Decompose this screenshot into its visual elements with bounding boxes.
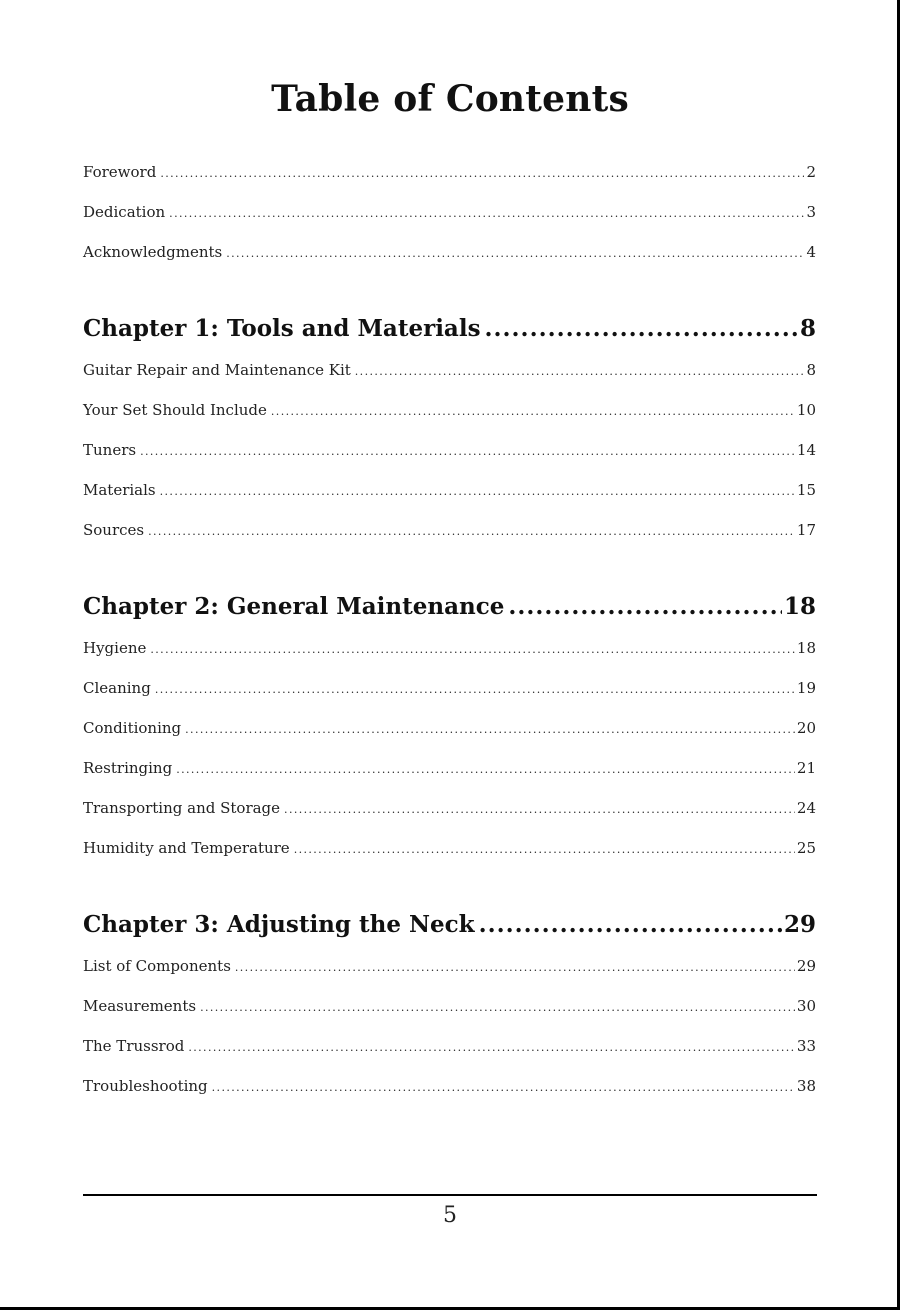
toc-entry-page: 14: [796, 441, 816, 459]
toc-entry-page: 3: [806, 203, 816, 221]
dot-leader: [235, 946, 795, 988]
toc-entry[interactable]: [83, 828, 816, 868]
page-title: Table of Contents: [271, 78, 629, 120]
dot-leader: [271, 390, 795, 432]
toc-entry[interactable]: [83, 946, 816, 986]
dot-leader: [160, 152, 804, 194]
dot-leader: [155, 668, 795, 710]
toc-entry-label: Tuners: [83, 441, 137, 459]
toc-entry-label: The Trussrod: [83, 1037, 185, 1055]
dot-leader: [169, 192, 804, 234]
toc-entry[interactable]: [83, 708, 816, 748]
toc-entry-label: Troubleshooting: [83, 1077, 208, 1095]
toc-entry-page: 18: [796, 639, 816, 657]
toc-entry-page: 8: [806, 361, 816, 379]
dot-leader: [140, 430, 795, 472]
dot-leader: [226, 232, 804, 274]
toc-entry-page: 10: [796, 401, 816, 419]
dot-leader: [200, 986, 795, 1028]
toc-entry[interactable]: [83, 350, 816, 390]
chapter-heading[interactable]: [83, 586, 816, 628]
toc-entry-label: Acknowledgments: [83, 243, 223, 261]
chapter-2-section: [83, 586, 816, 868]
toc-entry[interactable]: [83, 1066, 816, 1106]
toc-entry-page: 30: [796, 997, 816, 1015]
toc-entry[interactable]: [83, 748, 816, 788]
toc-entry-label: Foreword: [83, 163, 157, 181]
dot-leader: [188, 1026, 795, 1068]
toc-entry-label: Measurements: [83, 997, 197, 1015]
dot-leader: [212, 1066, 795, 1108]
toc-entry-page: 20: [796, 719, 816, 737]
chapter-page: 29: [783, 911, 816, 938]
toc-entry-label: Humidity and Temperature: [83, 839, 290, 857]
chapter-title: Chapter 2: General Maintenance: [83, 593, 505, 620]
dot-leader: [294, 828, 795, 870]
toc-entry[interactable]: [83, 430, 816, 470]
toc-entry-label: Transporting and Storage: [83, 799, 281, 817]
toc-entry-label: Conditioning: [83, 719, 182, 737]
toc-entry-page: 19: [796, 679, 816, 697]
toc-entry[interactable]: [83, 1026, 816, 1066]
footer-rule: [83, 1194, 817, 1196]
toc-entry-acknowledgments[interactable]: [83, 232, 816, 272]
toc-entry-page: 24: [796, 799, 816, 817]
chapter-title: Chapter 3: Adjusting the Neck: [83, 911, 475, 938]
toc-entry-page: 4: [806, 243, 816, 261]
front-matter-list: [83, 152, 816, 272]
toc-entry[interactable]: [83, 986, 816, 1026]
toc-entry-label: Guitar Repair and Maintenance Kit: [83, 361, 351, 379]
toc-entry[interactable]: [83, 788, 816, 828]
dot-leader: [150, 628, 795, 670]
toc-entry[interactable]: [83, 470, 816, 510]
dot-leader: [355, 350, 805, 392]
toc-entry-label: Materials: [83, 481, 156, 499]
toc-entry-dedication[interactable]: [83, 192, 816, 232]
dot-leader: [284, 788, 795, 830]
page-number: 5: [443, 1203, 457, 1228]
chapter-heading[interactable]: [83, 904, 816, 946]
dot-leader: [185, 708, 795, 750]
toc-entry[interactable]: [83, 628, 816, 668]
dot-leader: [160, 470, 795, 512]
toc-entry-page: 21: [796, 759, 816, 777]
chapter-3-section: [83, 904, 816, 1106]
toc-entry-label: List of Components: [83, 957, 231, 975]
toc-entry-page: 2: [806, 163, 816, 181]
toc-entry-label: Hygiene: [83, 639, 147, 657]
toc-entry-label: Your Set Should Include: [83, 401, 267, 419]
toc-entry-page: 15: [796, 481, 816, 499]
chapter-page: 18: [783, 593, 816, 620]
chapter-1-section: [83, 308, 816, 550]
toc-entry-page: 17: [796, 521, 816, 539]
toc-entry-label: Restringing: [83, 759, 173, 777]
toc-entry[interactable]: [83, 390, 816, 430]
toc-entry-page: 25: [796, 839, 816, 857]
dot-leader: [176, 748, 795, 790]
dot-leader: [508, 586, 782, 628]
chapter-title: Chapter 1: Tools and Materials: [83, 315, 481, 342]
dot-leader: [148, 510, 795, 552]
toc-entry-page: 29: [796, 957, 816, 975]
toc-entry-label: Dedication: [83, 203, 166, 221]
dot-leader: [479, 904, 782, 946]
toc-entry[interactable]: [83, 510, 816, 550]
toc-entry-page: 33: [796, 1037, 816, 1055]
chapter-heading[interactable]: [83, 308, 816, 350]
toc-entry-page: 38: [796, 1077, 816, 1095]
chapter-page: 8: [799, 315, 816, 342]
toc-entry[interactable]: [83, 668, 816, 708]
toc-entry-label: Cleaning: [83, 679, 151, 697]
dot-leader: [485, 308, 798, 350]
toc-entry-foreword[interactable]: [83, 152, 816, 192]
toc-entry-label: Sources: [83, 521, 145, 539]
